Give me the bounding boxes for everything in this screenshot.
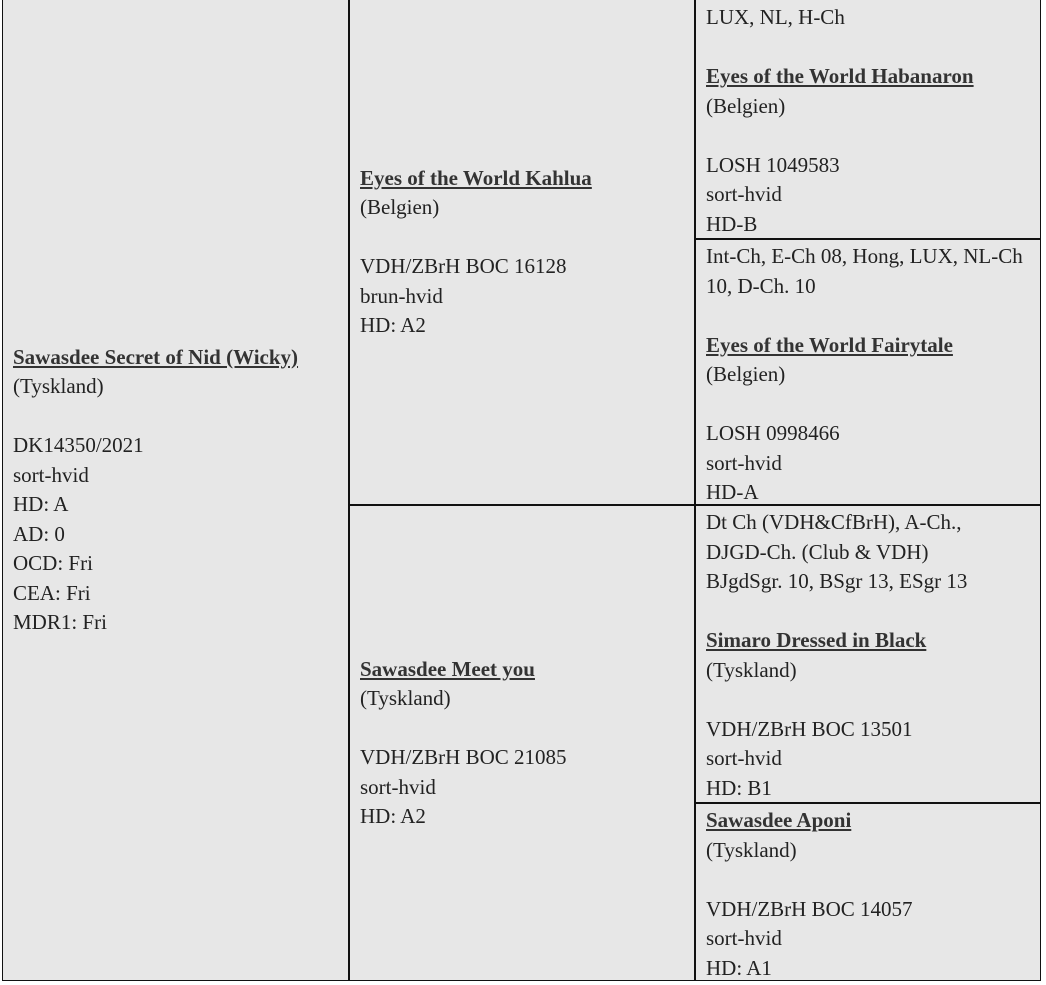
pedigree-cell-dam-dam (696, 804, 1040, 980)
titles-line-1: Dt Ch (VDH&CfBrH), A-Ch., (706, 510, 962, 534)
registration-number: VDH/ZBrH BOC 14057 (706, 896, 913, 921)
dog-name: Sawasdee Meet you (360, 656, 535, 681)
hd-result: HD-A (706, 480, 759, 504)
hd-result: HD: A2 (360, 313, 426, 337)
pedigree-cell-dam (350, 506, 694, 980)
column-divider-1 (348, 0, 350, 981)
table-border-left (2, 0, 3, 981)
hd-result: HD: A (13, 492, 69, 516)
color: sort-hvid (706, 746, 782, 770)
table-border-right (1040, 0, 1041, 981)
mdr1-result: MDR1: Fri (13, 610, 107, 634)
titles-line-2: DJGD-Ch. (Club & VDH) (706, 539, 929, 564)
dog-name: Eyes of the World Habanaron (706, 64, 974, 88)
registration-number: VDH/ZBrH BOC 21085 (360, 745, 567, 769)
dog-country: (Belgien) (706, 93, 786, 118)
registration-number: VDH/ZBrH BOC 16128 (360, 254, 567, 278)
registration-number: LOSH 0998466 (706, 421, 840, 445)
dog-name: Eyes of the World Kahlua (360, 165, 592, 190)
color: brun-hvid (360, 283, 443, 308)
dog-name: Eyes of the World Fairytale (706, 332, 953, 357)
hd-result: HD: A2 (360, 804, 426, 828)
row-divider-sire-dam (349, 504, 1041, 506)
column-divider-2 (694, 0, 696, 981)
registration-number: VDH/ZBrH BOC 13501 (706, 716, 913, 741)
pedigree-cell-sire-dam (696, 240, 1040, 504)
hd-result: HD-B (706, 211, 758, 236)
color: sort-hvid (13, 462, 89, 487)
row-divider-grandparents-lower (695, 802, 1041, 804)
cea-result: CEA: Fri (13, 580, 91, 605)
ocd-result: OCD: Fri (13, 551, 93, 575)
dog-country: (Tyskland) (706, 837, 797, 862)
row-divider-grandparents-upper (695, 238, 1041, 240)
titles-line-3: BJgdSgr. 10, BSgr 13, ESgr 13 (706, 569, 968, 593)
pedigree-cell-sire-sire (696, 0, 1040, 238)
pedigree-cell-dam-sire (696, 506, 1040, 802)
dog-name: Sawasdee Secret of Nid (Wicky) (13, 344, 299, 369)
registration-number: LOSH 1049583 (706, 152, 840, 177)
dog-country: (Tyskland) (360, 686, 451, 710)
hd-result: HD: B1 (706, 775, 772, 800)
pedigree-cell-sire (350, 0, 694, 504)
registration-number: DK14350/2021 (13, 433, 144, 457)
color: sort-hvid (706, 182, 782, 206)
dog-country: (Tyskland) (706, 657, 797, 682)
pedigree-cell-subject (3, 0, 348, 980)
dog-country: (Belgien) (706, 362, 786, 386)
color: sort-hvid (360, 774, 436, 799)
color: sort-hvid (706, 926, 782, 950)
dog-country: (Tyskland) (13, 374, 104, 398)
table-border-bottom (2, 980, 1041, 981)
dog-name: Sawasdee Aponi (706, 808, 852, 832)
hd-result: HD: A1 (706, 955, 772, 980)
titles: LUX, NL, H-Ch (706, 5, 845, 29)
titles: Int-Ch, E-Ch 08, Hong, LUX, NL-Ch 10, D-Ch. 10 (706, 244, 1023, 298)
dog-country: (Belgien) (360, 195, 440, 219)
dog-name: Simaro Dressed in Black (706, 628, 927, 652)
color: sort-hvid (706, 450, 782, 475)
ad-result: AD: 0 (13, 521, 65, 546)
